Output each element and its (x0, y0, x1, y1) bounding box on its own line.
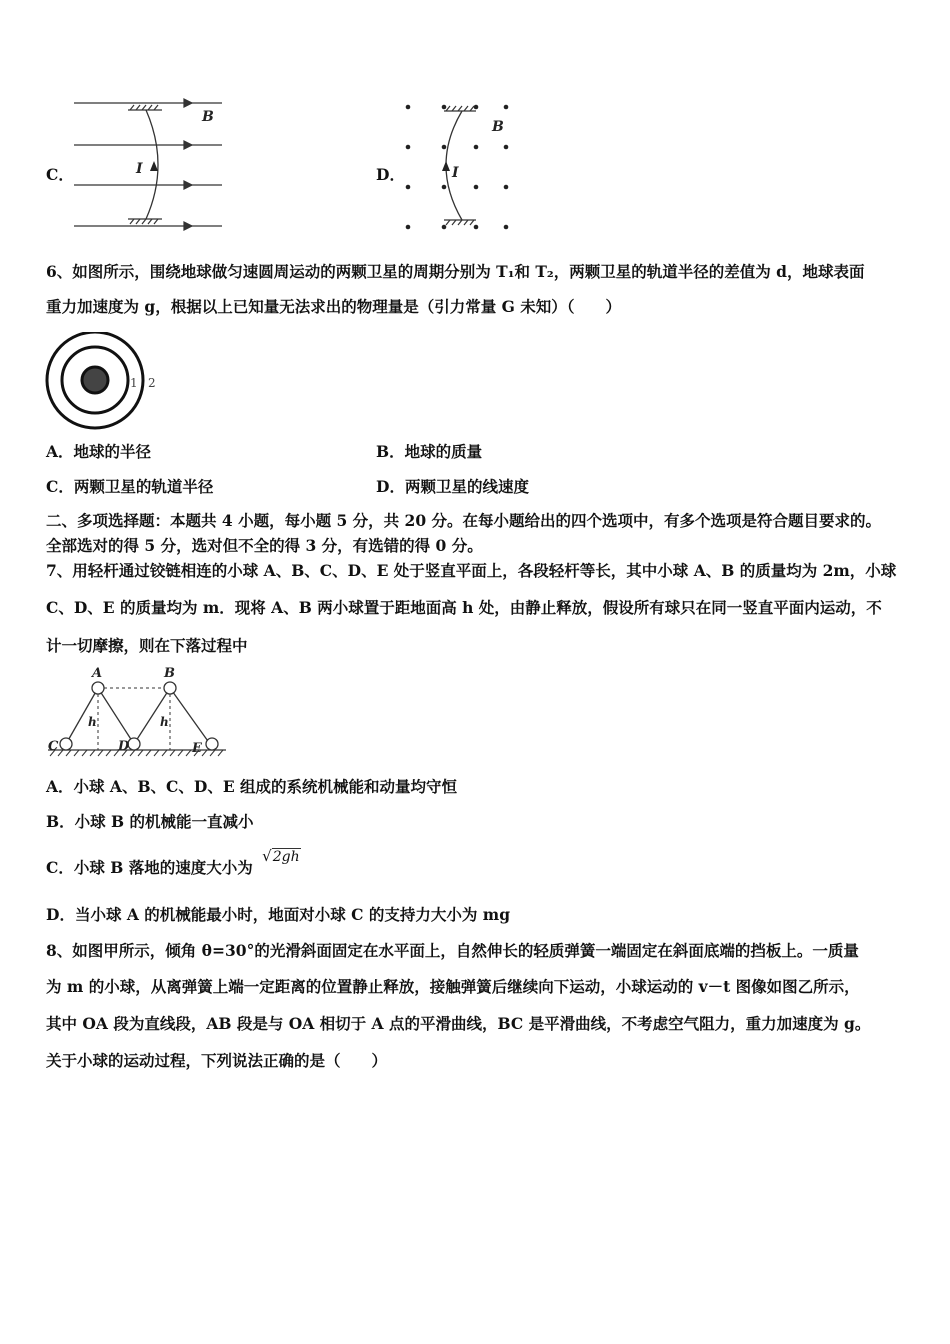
q6-stem-line-2: 重力加速度为 g，根据以上已知量无法求出的物理量是（引力常量 G 未知）（ ） (46, 297, 622, 316)
q7-stem-line-3: 计一切摩擦，则在下落过程中 (46, 636, 248, 655)
q7-fig-label-a: A (92, 666, 103, 681)
section2-heading-line-2: 全部选对的得 5 分，选对但不全的得 3 分，有选错的得 0 分。 (46, 536, 483, 555)
q5-figure-c (70, 95, 230, 235)
q5-figc-b: B (202, 109, 214, 125)
q7-fig-label-h1: h (88, 715, 97, 729)
q8-stem-line-3: 其中 OA 段为直线段，AB 段是与 OA 相切于 A 点的平滑曲线，BC 是平滑曲线，不考虑空气阻力，重力加速度为 g。 (46, 1014, 871, 1033)
q7-option-b: B．小球 B 的机械能一直减小 (46, 812, 254, 831)
q5-figd-i: I (452, 165, 459, 181)
q6-fig-label-1: 1 (130, 376, 138, 390)
q6-orbit-figure (44, 332, 164, 432)
q6-option-d: D．两颗卫星的线速度 (376, 477, 529, 496)
q7-option-d: D．当小球 A 的机械能最小时，地面对小球 C 的支持力大小为 mg (46, 905, 511, 924)
q7-option-c (46, 847, 301, 879)
q7-option-a: A．小球 A、B、C、D、E 组成的系统机械能和动量均守恒 (46, 777, 458, 796)
sqrt-icon: √ (262, 847, 272, 865)
section2-heading-line-1: 二、多项选择题：本题共 4 小题，每小题 5 分，共 20 分。在每小题给出的四个选项中，有多个选项是符合题目要求的。 (46, 511, 882, 530)
q6-option-b: B．地球的质量 (376, 442, 483, 461)
q5-option-c-label: C． (46, 165, 74, 184)
q8-stem-line-2: 为 m 的小球，从离弹簧上端一定距离的位置静止释放，接触弹簧后继续向下运动，小球运动的 v－t 图像如图乙所示， (46, 977, 860, 996)
q7-fig-label-d: D (118, 739, 130, 754)
q5-figure-d (400, 95, 520, 235)
q5-option-d-label: D． (376, 165, 405, 184)
q5-figc-i: I (136, 161, 143, 177)
q7-fig-label-c: C (48, 739, 59, 754)
q8-stem-line-4: 关于小球的运动过程，下列说法正确的是（ ） (46, 1051, 388, 1070)
q7-fig-label-e: E (192, 741, 202, 756)
q7-option-c-formula: 2gh (272, 849, 300, 865)
q7-linkage-figure (44, 664, 234, 764)
q7-stem-line-2: C、D、E 的质量均为 m．现将 A、B 两小球置于距地面高 h 处，由静止释放，假设所有球只在同一竖直平面内运动，不 (46, 598, 882, 617)
q6-option-c: C．两颗卫星的轨道半径 (46, 477, 214, 496)
q6-option-a: A．地球的半径 (46, 442, 152, 461)
q5-figd-b: B (492, 119, 504, 135)
q8-stem-line-1: 8、如图甲所示，倾角 θ=30°的光滑斜面固定在水平面上，自然伸长的轻质弹簧一端固定在斜面底端的挡板上。一质量 (46, 941, 859, 960)
q7-fig-label-h2: h (160, 715, 169, 729)
q7-fig-label-b: B (164, 666, 175, 681)
q7-stem-line-1: 7、用轻杆通过铰链相连的小球 A、B、C、D、E 处于竖直平面上，各段轻杆等长，其中小球 A、B 的质量均为 2m，小球 (46, 561, 897, 580)
q6-stem-line-1: 6、如图所示，围绕地球做匀速圆周运动的两颗卫星的周期分别为 T₁和 T₂，两颗卫星的轨道半径的差值为 d，地球表面 (46, 262, 865, 281)
q6-fig-label-2: 2 (148, 376, 156, 390)
q7-option-c-text: C．小球 B 落地的速度大小为 (46, 858, 253, 877)
